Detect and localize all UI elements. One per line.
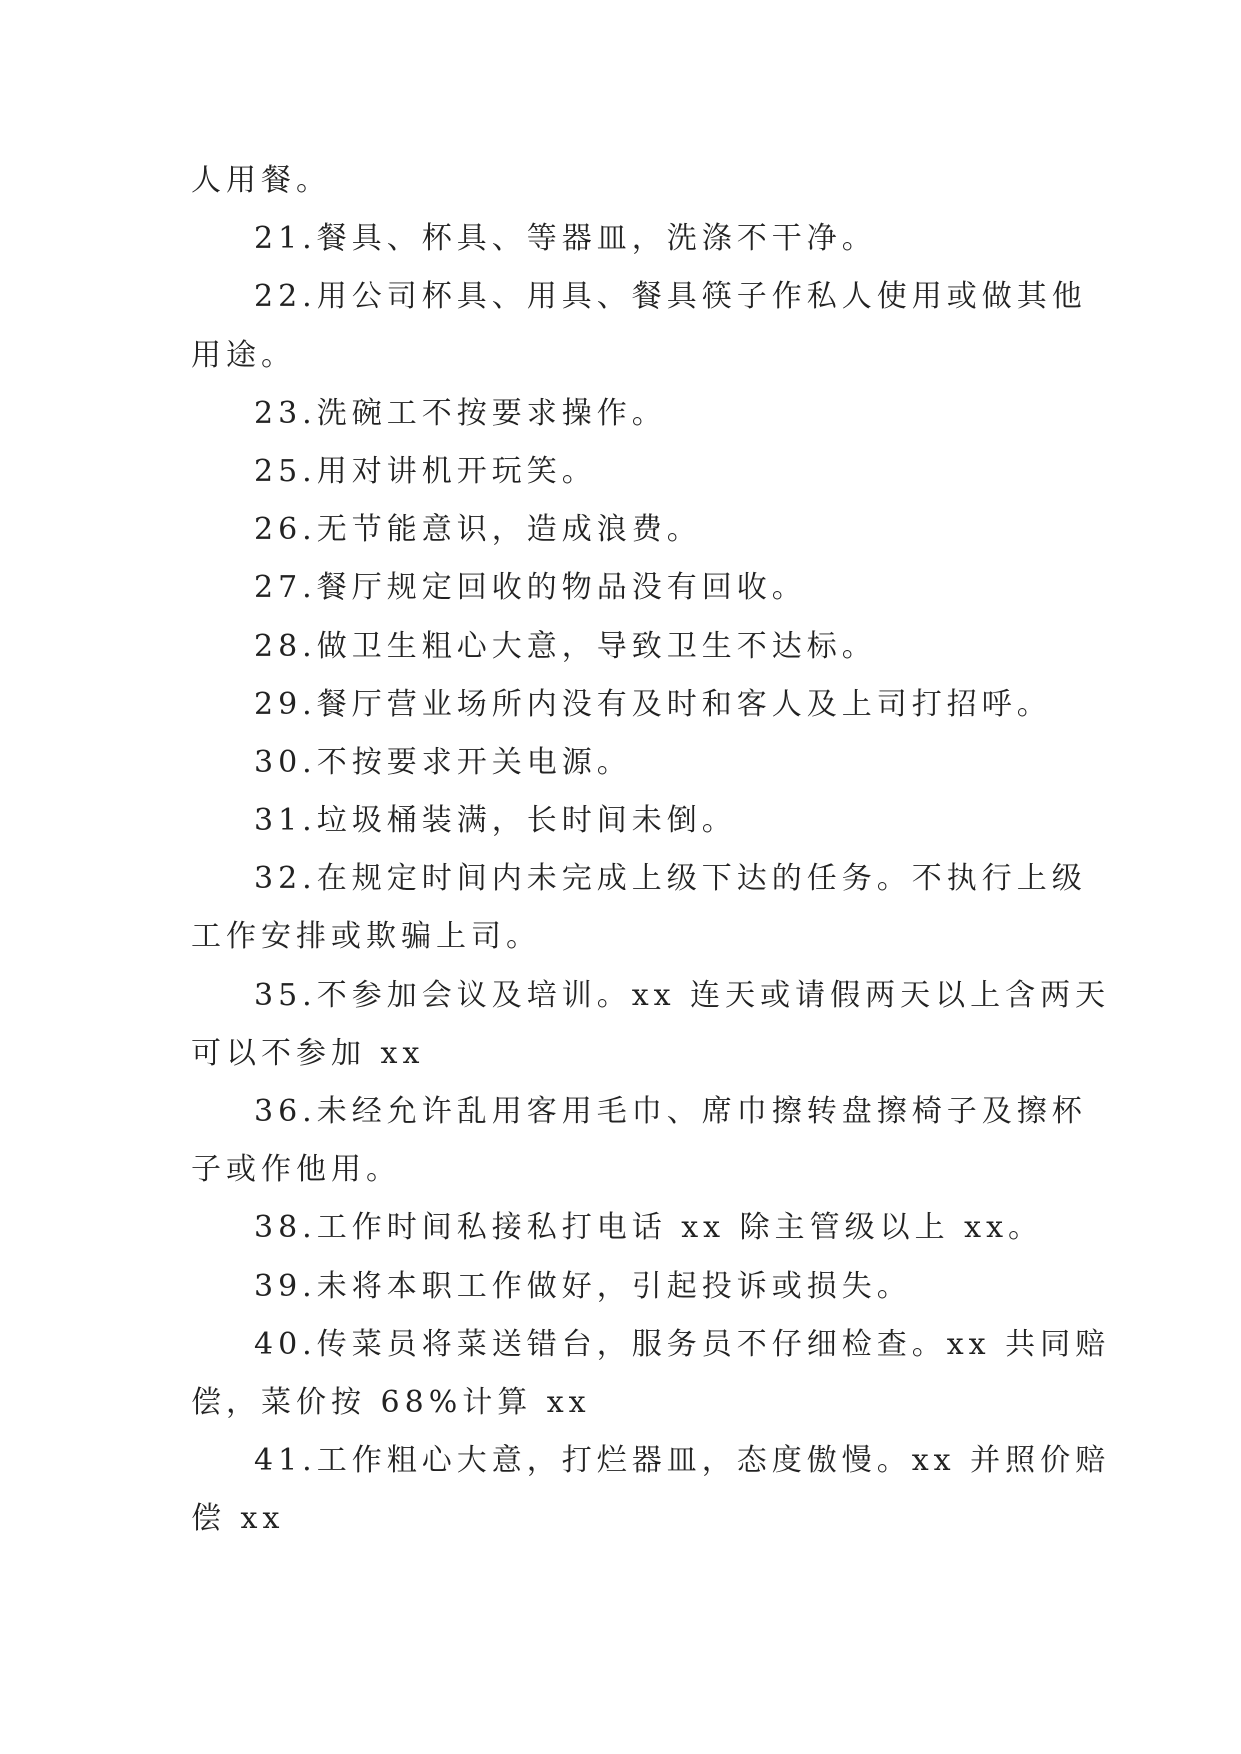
text-line: 26.无节能意识，造成浪费。: [254, 512, 702, 548]
document-body: [191, 152, 1111, 1549]
text-line: 38.工作时间私接私打电话 xx 除主管级以上 xx。: [254, 1210, 1043, 1246]
text-line: 28.做卫生粗心大意，导致卫生不达标。: [254, 628, 877, 664]
text-line: 41.工作粗心大意，打烂器皿，态度傲慢。xx 并照价赔: [254, 1443, 1111, 1479]
text-line: 40.传菜员将菜送错台，服务员不仔细检查。xx 共同赔: [254, 1326, 1111, 1362]
text-line: 21.餐具、杯具、等器皿，洗涤不干净。: [254, 221, 877, 257]
text-line: 偿，菜价按 68%计算 xx: [191, 1384, 591, 1420]
text-line: 可以不参加 xx: [191, 1035, 425, 1071]
text-line: 29.餐厅营业场所内没有及时和客人及上司打招呼。: [254, 686, 1052, 722]
text-line: 39.未将本职工作做好，引起投诉或损失。: [254, 1268, 912, 1304]
text-line: 30.不按要求开关电源。: [254, 744, 632, 780]
text-line: 工作安排或欺骗上司。: [191, 919, 541, 955]
text-line: 偿 xx: [191, 1501, 285, 1537]
text-line: 人用餐。: [191, 163, 331, 198]
text-line: 23.洗碗工不按要求操作。: [254, 395, 667, 431]
text-line: 子或作他用。: [191, 1152, 401, 1188]
text-line: 27.餐厅规定回收的物品没有回收。: [254, 570, 807, 606]
text-line: 25.用对讲机开玩笑。: [254, 453, 597, 489]
text-line: 35.不参加会议及培训。xx 连天或请假两天以上含两天: [254, 977, 1111, 1013]
text-line: 32.在规定时间内未完成上级下达的任务。不执行上级: [254, 861, 1087, 897]
text-line: 用途。: [191, 337, 296, 373]
text-line: 36.未经允许乱用客用毛巾、席巾擦转盘擦椅子及擦杯: [254, 1094, 1087, 1129]
text-line: 22.用公司杯具、用具、餐具筷子作私人使用或做其他: [254, 279, 1087, 315]
text-line: 31.垃圾桶装满，长时间未倒。: [254, 803, 737, 839]
